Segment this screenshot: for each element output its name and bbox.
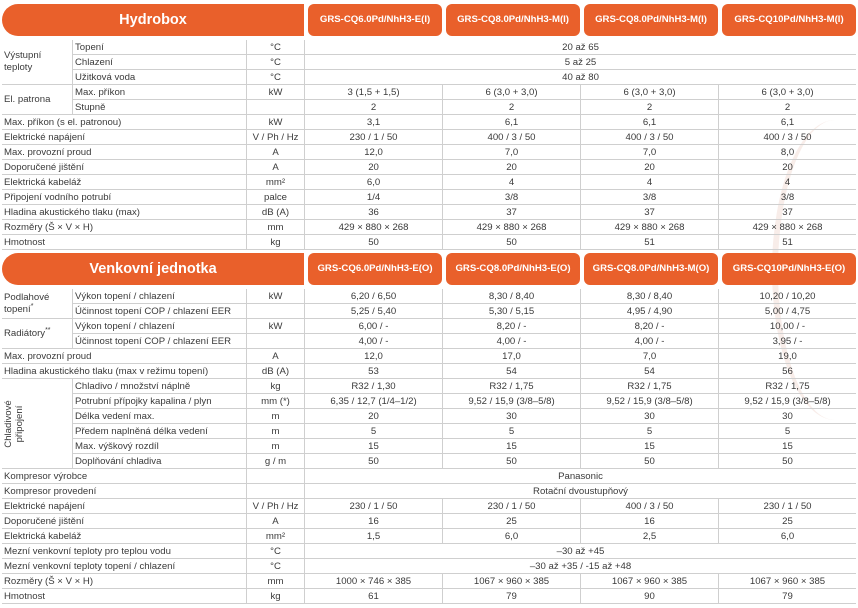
value-cell: 15 [442, 439, 580, 454]
value-cell: 3,95 / - [718, 334, 856, 349]
value-cell: 429 × 880 × 268 [442, 220, 580, 235]
row-label: Doplňování chladiva [72, 454, 246, 469]
model-header: GRS-CQ6.0Pd/NhH3-E(O) [308, 253, 442, 285]
row-label: Max. provozní proud [2, 349, 246, 364]
group-label: El. patrona [2, 85, 72, 115]
group-label: Chladivové připojení [2, 379, 72, 469]
unit-cell: °C [246, 559, 304, 574]
value-cell: 4,00 / - [580, 334, 718, 349]
value-cell: 400 / 3 / 50 [580, 499, 718, 514]
unit-cell [246, 469, 304, 484]
unit-cell: mm [246, 574, 304, 589]
hydrobox-table [2, 4, 856, 250]
value-cell: 1,5 [304, 529, 442, 544]
value-cell: 5,30 / 5,15 [442, 304, 580, 319]
value-cell: 4 [580, 175, 718, 190]
table-row [2, 205, 856, 220]
value-cell: 400 / 3 / 50 [580, 130, 718, 145]
model-header: GRS-CQ10Pd/NhH3-M(I) [722, 4, 856, 36]
outdoor-unit-table [2, 253, 856, 604]
value-cell: 6,00 / - [304, 319, 442, 334]
value-cell: 8,20 / - [442, 319, 580, 334]
unit-cell [246, 484, 304, 499]
value-cell: 5 [442, 424, 580, 439]
value-cell: 6,35 / 12,7 (1/4–1/2) [304, 394, 442, 409]
table-row [2, 220, 856, 235]
table-row [2, 289, 856, 304]
unit-cell: kg [246, 235, 304, 250]
model-header: GRS-CQ8.0Pd/NhH3-E(O) [446, 253, 580, 285]
unit-cell [246, 304, 304, 319]
row-label: Chladivo / množství náplně [72, 379, 246, 394]
value-cell: 50 [718, 454, 856, 469]
value-cell: 8,0 [718, 145, 856, 160]
value-cell: 10,00 / - [718, 319, 856, 334]
value-cell: 20 [580, 160, 718, 175]
unit-cell: m [246, 424, 304, 439]
value-cell: 50 [442, 235, 580, 250]
value-cell: 6 (3,0 + 3,0) [442, 85, 580, 100]
table-row [2, 304, 856, 319]
unit-cell: palce [246, 190, 304, 205]
row-label: Kompresor výrobce [2, 469, 246, 484]
unit-cell: mm² [246, 529, 304, 544]
row-label: Mezní venkovní teploty topení / chlazení [2, 559, 246, 574]
row-label: Mezní venkovní teploty pro teplou vodu [2, 544, 246, 559]
value-cell: 20 [304, 409, 442, 424]
table-row [2, 409, 856, 424]
value-cell: 5 [304, 424, 442, 439]
row-label: Potrubní přípojky kapalina / plyn [72, 394, 246, 409]
table-row [2, 160, 856, 175]
value-cell: R32 / 1,75 [442, 379, 580, 394]
value-cell: 50 [580, 454, 718, 469]
table-row [2, 349, 856, 364]
row-label: Účinnost topení COP / chlazení EER [72, 304, 246, 319]
value-cell: 50 [304, 454, 442, 469]
outdoor-title: Venkovní jednotka [2, 253, 304, 285]
value-cell: 17,0 [442, 349, 580, 364]
value-cell: 16 [304, 514, 442, 529]
value-cell: 12,0 [304, 145, 442, 160]
table-row [2, 130, 856, 145]
value-cell: 79 [718, 589, 856, 604]
value-cell: 3,1 [304, 115, 442, 130]
unit-cell: V / Ph / Hz [246, 499, 304, 514]
unit-cell: A [246, 160, 304, 175]
table-row [2, 235, 856, 250]
value-cell: 230 / 1 / 50 [718, 499, 856, 514]
unit-cell [246, 100, 304, 115]
value-cell: 51 [580, 235, 718, 250]
table-row [2, 175, 856, 190]
value-cell: 5 až 25 [304, 55, 856, 70]
group-label: Podlahové topení* [2, 289, 72, 319]
value-cell: 54 [442, 364, 580, 379]
table-row [2, 574, 856, 589]
unit-cell: mm (*) [246, 394, 304, 409]
value-cell: 6,0 [718, 529, 856, 544]
value-cell: 4 [442, 175, 580, 190]
row-label: Elektrické napájení [2, 130, 246, 145]
model-header: GRS-CQ6.0Pd/NhH3-E(I) [308, 4, 442, 36]
value-cell: 5,00 / 4,75 [718, 304, 856, 319]
value-cell: 2 [442, 100, 580, 115]
table-row [2, 190, 856, 205]
unit-cell: kW [246, 289, 304, 304]
unit-cell: mm [246, 220, 304, 235]
table-row [2, 364, 856, 379]
value-cell: 8,30 / 8,40 [580, 289, 718, 304]
table-row [2, 70, 856, 85]
unit-cell [246, 334, 304, 349]
value-cell: 20 [442, 160, 580, 175]
unit-cell: m [246, 439, 304, 454]
row-label: Výkon topení / chlazení [72, 289, 246, 304]
table-row [2, 424, 856, 439]
value-cell: 5 [580, 424, 718, 439]
value-cell: 1067 × 960 × 385 [580, 574, 718, 589]
row-label: Max. příkon (s el. patronou) [2, 115, 246, 130]
unit-cell: kg [246, 589, 304, 604]
hydrobox-title: Hydrobox [2, 4, 304, 36]
value-cell: 6,0 [442, 529, 580, 544]
unit-cell: kW [246, 85, 304, 100]
table-row [2, 145, 856, 160]
value-cell: 20 [718, 160, 856, 175]
table-row [2, 514, 856, 529]
table-row [2, 319, 856, 334]
table-row [2, 544, 856, 559]
value-cell: 12,0 [304, 349, 442, 364]
unit-cell: °C [246, 70, 304, 85]
row-label: Elektrická kabeláž [2, 175, 246, 190]
value-cell: 5 [718, 424, 856, 439]
table-row [2, 334, 856, 349]
value-cell: 230 / 1 / 50 [304, 499, 442, 514]
row-label: Hladina akustického tlaku (max) [2, 205, 246, 220]
value-cell: 400 / 3 / 50 [442, 130, 580, 145]
value-cell: 30 [442, 409, 580, 424]
row-label: Účinnost topení COP / chlazení EER [72, 334, 246, 349]
unit-cell: g / m [246, 454, 304, 469]
table-row [2, 115, 856, 130]
value-cell: 6 (3,0 + 3,0) [718, 85, 856, 100]
value-cell: 429 × 880 × 268 [718, 220, 856, 235]
value-cell: 25 [718, 514, 856, 529]
row-label: Výkon topení / chlazení [72, 319, 246, 334]
value-cell: 9,52 / 15,9 (3/8–5/8) [442, 394, 580, 409]
value-cell: 429 × 880 × 268 [304, 220, 442, 235]
unit-cell: A [246, 349, 304, 364]
value-cell: 37 [718, 205, 856, 220]
value-cell: 1067 × 960 × 385 [718, 574, 856, 589]
value-cell: 6,1 [580, 115, 718, 130]
unit-cell: kW [246, 115, 304, 130]
row-label: Rozměry (Š × V × H) [2, 574, 246, 589]
row-label: Kompresor provedení [2, 484, 246, 499]
value-cell: 8,30 / 8,40 [442, 289, 580, 304]
unit-cell: dB (A) [246, 364, 304, 379]
unit-cell: mm² [246, 175, 304, 190]
value-cell: 54 [580, 364, 718, 379]
value-cell: 230 / 1 / 50 [442, 499, 580, 514]
table-row [2, 499, 856, 514]
value-cell: 15 [304, 439, 442, 454]
outdoor-header-row [2, 253, 856, 285]
value-cell: 40 až 80 [304, 70, 856, 85]
table-row [2, 394, 856, 409]
table-row [2, 589, 856, 604]
value-cell: 4,00 / - [304, 334, 442, 349]
value-cell: 6,0 [304, 175, 442, 190]
row-label: Užitková voda [72, 70, 246, 85]
value-cell: 20 [304, 160, 442, 175]
value-cell: 2 [304, 100, 442, 115]
value-cell: 9,52 / 15,9 (3/8–5/8) [580, 394, 718, 409]
row-label: Doporučené jištění [2, 160, 246, 175]
value-cell: 3/8 [580, 190, 718, 205]
value-cell: –30 až +45 [304, 544, 856, 559]
value-cell: 2 [580, 100, 718, 115]
unit-cell: kg [246, 379, 304, 394]
value-cell: 7,0 [442, 145, 580, 160]
value-cell: 25 [442, 514, 580, 529]
row-label: Max. provozní proud [2, 145, 246, 160]
unit-cell: m [246, 409, 304, 424]
table-row [2, 100, 856, 115]
unit-cell: kW [246, 319, 304, 334]
value-cell: 36 [304, 205, 442, 220]
unit-cell: A [246, 145, 304, 160]
value-cell: 53 [304, 364, 442, 379]
unit-cell: A [246, 514, 304, 529]
model-header: GRS-CQ8.0Pd/NhH3-M(I) [446, 4, 580, 36]
unit-cell: °C [246, 40, 304, 55]
value-cell: 16 [580, 514, 718, 529]
value-cell: 3/8 [718, 190, 856, 205]
table-row [2, 484, 856, 499]
model-header: GRS-CQ8.0Pd/NhH3-M(O) [584, 253, 718, 285]
value-cell: R32 / 1,75 [580, 379, 718, 394]
value-cell: 90 [580, 589, 718, 604]
value-cell: 429 × 880 × 268 [580, 220, 718, 235]
value-cell: R32 / 1,75 [718, 379, 856, 394]
value-cell: 20 až 65 [304, 40, 856, 55]
table-row [2, 379, 856, 394]
value-cell: 4,00 / - [442, 334, 580, 349]
value-cell: 15 [718, 439, 856, 454]
value-cell: –30 až +35 / -15 až +48 [304, 559, 856, 574]
table-row [2, 55, 856, 70]
table-row [2, 85, 856, 100]
value-cell: 6 (3,0 + 3,0) [580, 85, 718, 100]
value-cell: 6,1 [442, 115, 580, 130]
row-label: Topení [72, 40, 246, 55]
table-row [2, 469, 856, 484]
value-cell: 400 / 3 / 50 [718, 130, 856, 145]
row-label: Hmotnost [2, 235, 246, 250]
value-cell: 37 [580, 205, 718, 220]
value-cell: 30 [718, 409, 856, 424]
value-cell: 7,0 [580, 349, 718, 364]
row-label: Doporučené jištění [2, 514, 246, 529]
value-cell: 51 [718, 235, 856, 250]
row-label: Délka vedení max. [72, 409, 246, 424]
value-cell: 6,20 / 6,50 [304, 289, 442, 304]
value-cell: 15 [580, 439, 718, 454]
value-cell: 5,25 / 5,40 [304, 304, 442, 319]
value-cell: 2,5 [580, 529, 718, 544]
value-cell: 1067 × 960 × 385 [442, 574, 580, 589]
value-cell: 3 (1,5 + 1,5) [304, 85, 442, 100]
value-cell: 1000 × 746 × 385 [304, 574, 442, 589]
unit-cell: °C [246, 55, 304, 70]
value-cell: 8,20 / - [580, 319, 718, 334]
row-label: Připojení vodního potrubí [2, 190, 246, 205]
value-cell: 50 [304, 235, 442, 250]
value-cell: 79 [442, 589, 580, 604]
unit-cell: °C [246, 544, 304, 559]
row-label: Chlazení [72, 55, 246, 70]
value-cell: 6,1 [718, 115, 856, 130]
value-cell: 10,20 / 10,20 [718, 289, 856, 304]
table-row [2, 40, 856, 55]
value-cell: 61 [304, 589, 442, 604]
row-label: Rozměry (Š × V × H) [2, 220, 246, 235]
value-cell: Rotační dvoustupňový [304, 484, 856, 499]
table-row [2, 439, 856, 454]
row-label: Elektrická kabeláž [2, 529, 246, 544]
value-cell: 4,95 / 4,90 [580, 304, 718, 319]
row-label: Max. výškový rozdíl [72, 439, 246, 454]
model-header: GRS-CQ10Pd/NhH3-E(O) [722, 253, 856, 285]
row-label: Předem naplněná délka vedení [72, 424, 246, 439]
value-cell: 9,52 / 15,9 (3/8–5/8) [718, 394, 856, 409]
value-cell: 19,0 [718, 349, 856, 364]
value-cell: 30 [580, 409, 718, 424]
value-cell: 3/8 [442, 190, 580, 205]
group-label: Výstupní teploty [2, 40, 72, 85]
value-cell: 50 [442, 454, 580, 469]
value-cell: 7,0 [580, 145, 718, 160]
row-label: Max. příkon [72, 85, 246, 100]
value-cell: 2 [718, 100, 856, 115]
value-cell: 1/4 [304, 190, 442, 205]
unit-cell: V / Ph / Hz [246, 130, 304, 145]
value-cell: R32 / 1,30 [304, 379, 442, 394]
group-label: Radiátory** [2, 319, 72, 349]
value-cell: 230 / 1 / 50 [304, 130, 442, 145]
value-cell: 56 [718, 364, 856, 379]
value-cell: 4 [718, 175, 856, 190]
table-row [2, 454, 856, 469]
hydrobox-header-row [2, 4, 856, 36]
row-label: Hladina akustického tlaku (max v režimu topení) [2, 364, 246, 379]
row-label: Stupně [72, 100, 246, 115]
unit-cell: dB (A) [246, 205, 304, 220]
row-label: Elektrické napájení [2, 499, 246, 514]
table-row [2, 529, 856, 544]
row-label: Hmotnost [2, 589, 246, 604]
model-header: GRS-CQ8.0Pd/NhH3-M(I) [584, 4, 718, 36]
value-cell: 37 [442, 205, 580, 220]
table-row [2, 559, 856, 574]
value-cell: Panasonic [304, 469, 856, 484]
